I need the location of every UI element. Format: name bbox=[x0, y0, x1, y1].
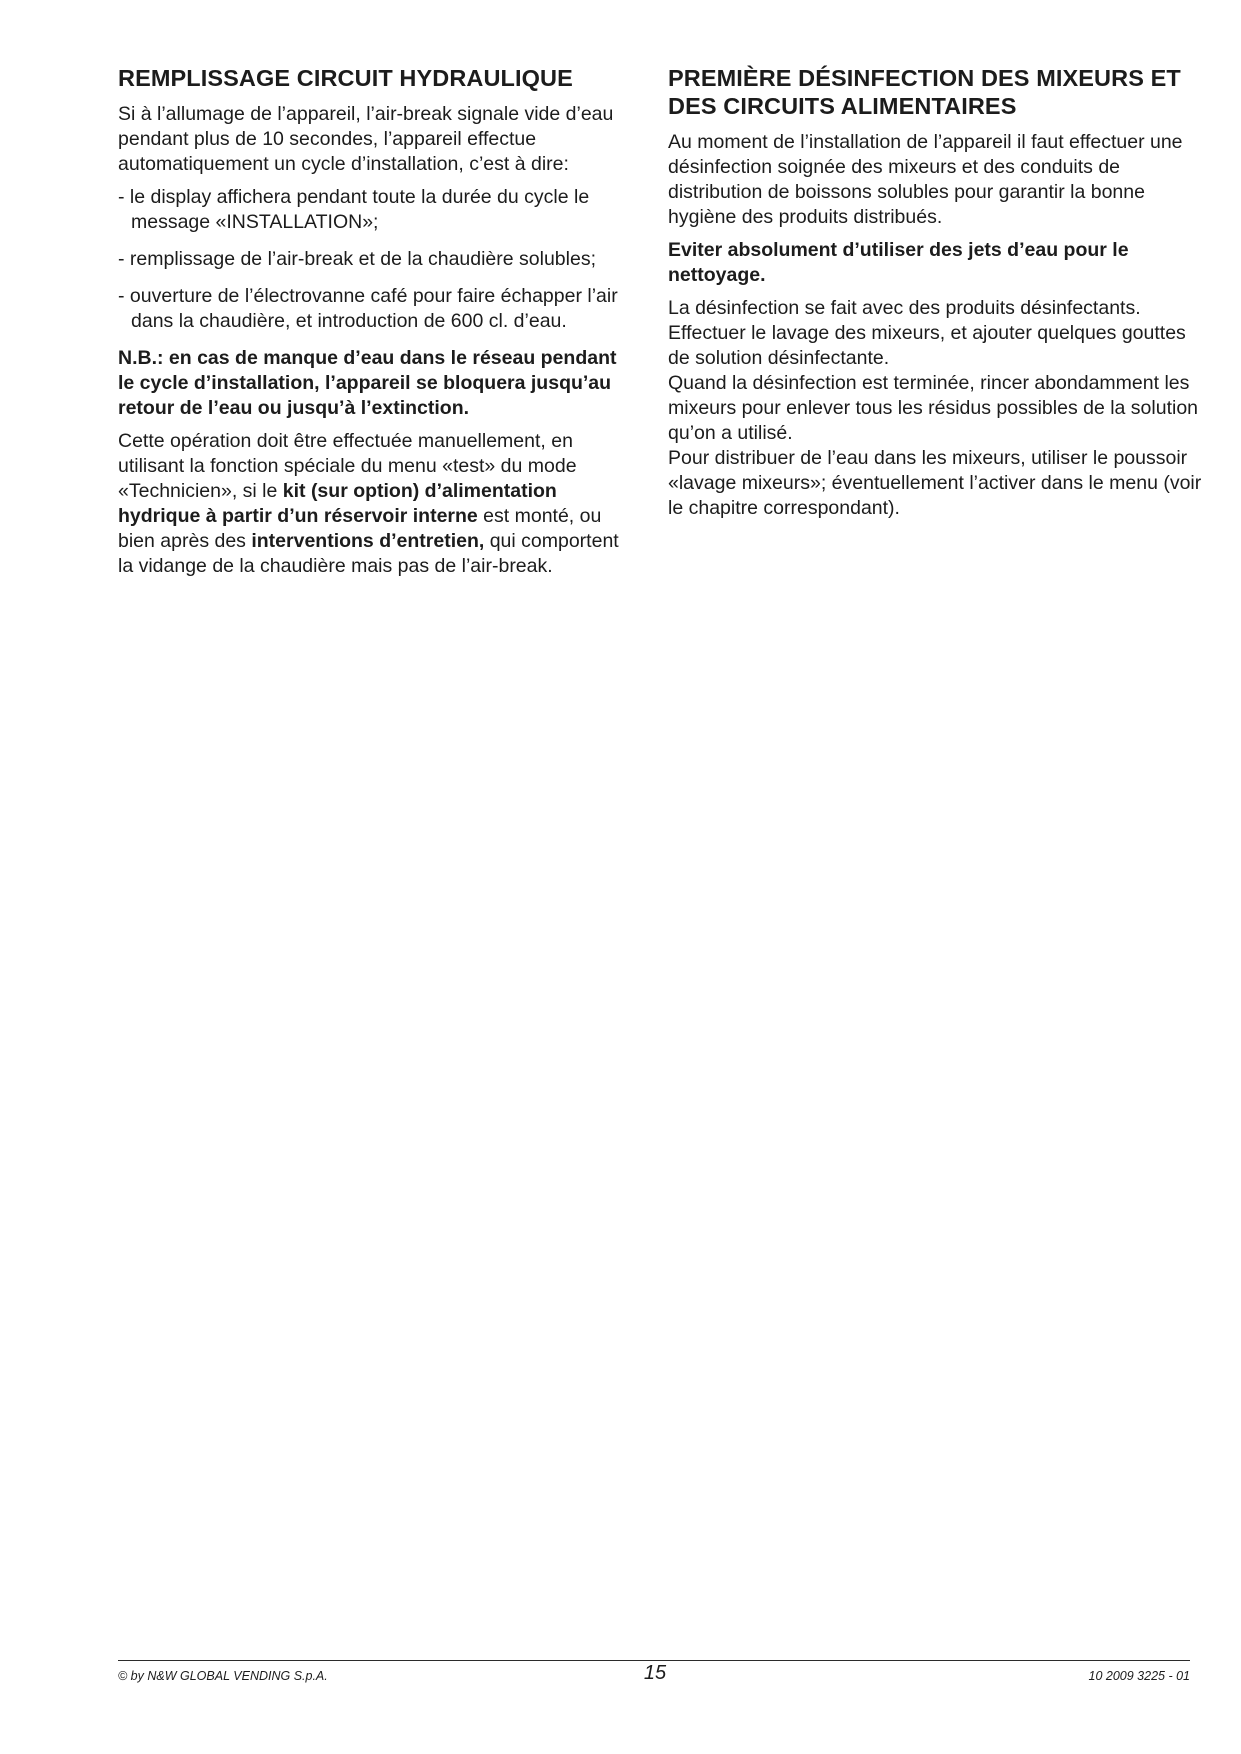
note-paragraph: N.B.: en cas de manque d’eau dans le réseau pendant le cycle d’installation, l’appareil se bloquera jusqu’au retour de l’eau ou jusqu’à l’extinction. bbox=[118, 347, 617, 419]
footer-divider bbox=[118, 1660, 1190, 1661]
bold-span: interventions d’entretien, bbox=[251, 530, 485, 552]
body-paragraph: La désinfection se fait avec des produits désinfectants. bbox=[668, 297, 1141, 319]
section-title-remplissage: REMPLISSAGE CIRCUIT HYDRAULIQUE bbox=[118, 65, 573, 91]
body-paragraph: Effectuer le lavage des mixeurs, et ajouter quelques gouttes de solution désinfectante. bbox=[668, 322, 1186, 369]
intro-paragraph: Au moment de l’installation de l’appareil il faut effectuer une désinfection soignée des mixeurs et des conduits de distribution de boissons solubles pour garantir la bonne hygiène des produits distribués. bbox=[668, 131, 1183, 228]
page-number: 15 bbox=[643, 1662, 667, 1684]
body-paragraph: Pour distribuer de l’eau dans les mixeurs, utiliser le poussoir «lavage mixeurs»; éventuellement l’activer dans le menu (voir le chapitre correspondant). bbox=[668, 447, 1202, 519]
bold-span: kit (sur option) d’alimentation hydrique à partir d’un réservoir interne bbox=[118, 480, 557, 527]
right-column bbox=[668, 64, 1203, 521]
intro-paragraph: Si à l’allumage de l’appareil, l’air-break signale vide d’eau pendant plus de 10 secondes, l’appareil effectue automatiquement un cycle d’installation, c’est à dire: bbox=[118, 103, 614, 175]
text-span: qui comportent la vidange de la chaudière mais pas de l’air-break. bbox=[118, 530, 619, 577]
document-code: 10 2009 3225 - 01 bbox=[1088, 1669, 1190, 1683]
text-span: Cette opération doit être effectuée manuellement, en utilisant la fonction spéciale du menu «test» du mode «Technicien», si le bbox=[118, 430, 577, 502]
warning-paragraph: Eviter absolument d’utiliser des jets d’eau pour le nettoyage. bbox=[668, 239, 1129, 286]
bullet-item: - le display affichera pendant toute la durée du cycle le message «INSTALLATION»; bbox=[118, 186, 590, 233]
body-paragraph: Quand la désinfection est terminée, rincer abondamment les mixeurs pour enlever tous les résidus possibles de la solution qu’on a utilisé. bbox=[668, 372, 1199, 444]
left-column bbox=[118, 64, 638, 587]
bullet-item: - remplissage de l’air-break et de la chaudière solubles; bbox=[118, 248, 596, 270]
text-span: est monté, ou bien après des bbox=[118, 505, 602, 552]
manual-operation-paragraph bbox=[118, 429, 638, 579]
footer-copyright: © by N&W GLOBAL VENDING S.p.A. bbox=[118, 1669, 328, 1683]
bullet-item: - ouverture de l’électrovanne café pour faire échapper l’air dans la chaudière, et introduction de 600 cl. d’eau. bbox=[118, 285, 618, 332]
section-title-desinfection: PREMIÈRE DÉSINFECTION DES MIXEURS ET DES CIRCUITS ALIMENTAIRES bbox=[668, 65, 1181, 119]
